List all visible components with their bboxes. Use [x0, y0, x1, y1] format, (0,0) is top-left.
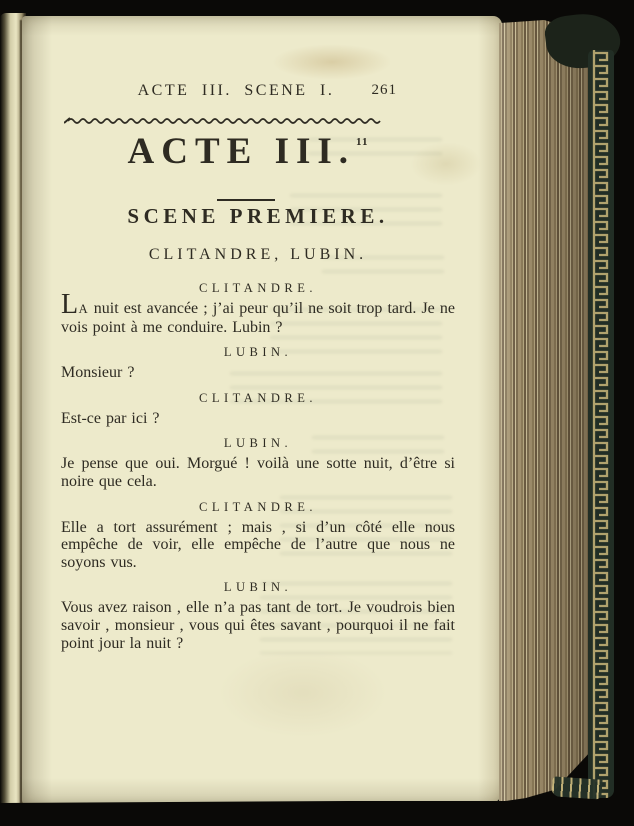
speaker-heading: CLITANDRE.: [199, 499, 317, 514]
dialogue-paragraph: [61, 289, 455, 336]
page-stain: [272, 44, 392, 80]
wavy-rule-path: [68, 119, 380, 123]
dialogue-text: nuit est avancée ; j’ai peur qu’il ne soit trop tard. Je ne vois point à me conduire. Lubin ?: [61, 300, 455, 336]
dialogue-paragraph: Elle a tort assurément ; mais , si d’un côté elle nous empêche de voir, elle empêche de l’autre que nous ne soyons vus.: [61, 518, 455, 571]
title-rule: [217, 199, 275, 201]
book-page: [22, 16, 502, 804]
dialogue-paragraph: Monsieur ?: [61, 364, 135, 382]
drop-cap-small: A: [78, 302, 89, 316]
dialogue-paragraph: Vous avez raison , elle n’a pas tant de tort. Je voudrois bien savoir , monsieur , vous qui êtes savant , pourquoi il ne fait point jour la nuit ?: [61, 599, 455, 652]
drop-cap: L: [61, 289, 79, 320]
bottom-shadow-band: [0, 801, 634, 826]
greek-key-trim-corner: [551, 776, 602, 799]
greek-key-pattern: [588, 50, 614, 798]
dialogue-paragraph: Je pense que oui. Morgué ! voilà une sotte nuit, d’être si noire que cela.: [61, 455, 455, 490]
scene-title: SCENE PREMIERE.: [127, 204, 389, 228]
speaker-heading: LUBIN.: [223, 580, 293, 595]
speaker-heading: LUBIN.: [223, 345, 293, 360]
act-title: [61, 130, 455, 173]
page-stain: [218, 648, 388, 738]
folio-number: 261: [371, 82, 397, 98]
characters-line: CLITANDRE, LUBIN.: [148, 246, 368, 263]
act-title-text: ACTE III.: [127, 131, 356, 172]
book-fore-edge: [499, 20, 593, 802]
speaker-heading: LUBIN.: [223, 436, 293, 451]
act-title-note: 11: [356, 136, 369, 148]
dialogue-block: [61, 272, 455, 652]
greek-key-trim: [588, 50, 614, 798]
running-header: [61, 82, 455, 100]
speaker-heading: CLITANDRE.: [199, 281, 317, 295]
dialogue-paragraph: Est-ce par ici ?: [61, 409, 160, 427]
running-header-title: ACTE III. SCENE I.: [137, 82, 335, 99]
wavy-rule: [64, 115, 386, 125]
speaker-heading: CLITANDRE.: [199, 390, 317, 405]
